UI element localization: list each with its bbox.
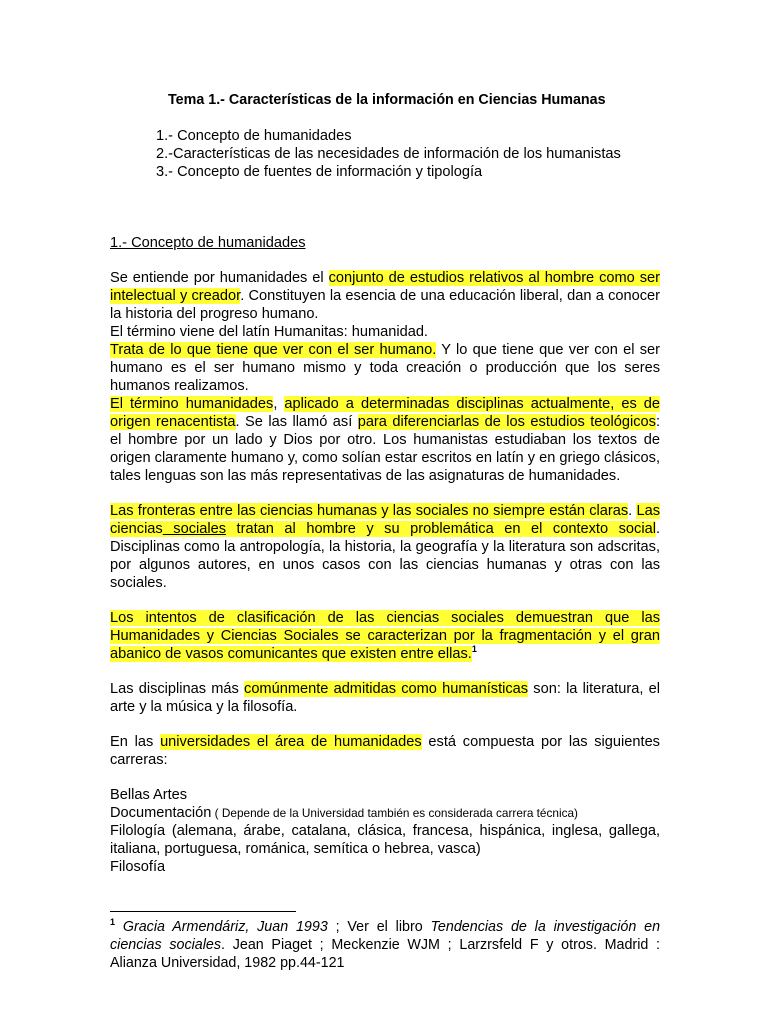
text-run: .	[628, 503, 637, 519]
paragraph-etymology: El término viene del latín Humanitas: humanidad.	[110, 324, 428, 340]
footnote	[110, 918, 660, 972]
paragraph-universities	[110, 733, 660, 769]
highlighted-text: Los intentos de clasificación de las ciencias sociales demuestran que las Humanidades y Ciencias Sociales se caracterizan por la fragmentación y el gran abanico de vasos comunicantes que existen entre ellas.	[110, 610, 660, 662]
footnote-book-title: Tendencias de la investigación en ciencias sociales	[110, 919, 661, 953]
footnote-reference[interactable]: 1	[471, 644, 477, 655]
document-body	[110, 269, 660, 876]
text-run: . Constituyen la esencia de una educación liberal, dan a conocer la historia del progreso humano.	[110, 288, 660, 322]
text-run: son: la literatura, el arte y la música y la filosofía.	[110, 681, 661, 715]
highlighted-text: conjunto de estudios relativos al hombre como ser intelectual y creador	[110, 270, 660, 304]
career-item: Filosofía	[110, 859, 166, 875]
text-run: Las disciplinas más	[110, 681, 245, 697]
text-run: Y lo que tiene que ver con el ser humano es el ser humano mismo y toda creación o producción que los seres humanos realizamos.	[110, 342, 660, 394]
text-run: está compuesta por las siguientes carreras:	[110, 734, 660, 768]
highlighted-text: Las fronteras entre las ciencias humanas y las sociales no siempre están claras	[110, 503, 629, 519]
career-item	[110, 804, 660, 822]
career-item: Bellas Artes	[110, 787, 188, 803]
paragraph-disciplines	[110, 680, 660, 716]
footnote-number: 1	[110, 917, 116, 928]
paragraph-origin	[110, 395, 660, 485]
text-run: ; Ver el libro	[327, 919, 431, 935]
text-run: : el hombre por un lado y Dios por otro. Los humanistas estudiaban los textos de origen claramente humano y, como solían estar escritos en latín y en griego clásicos, tales lenguas son las más representativas de las asignaturas de humanidades.	[110, 414, 660, 484]
toc-item: 2.-Características de las necesidades de información de los humanistas	[156, 146, 621, 162]
paragraph-human	[110, 341, 660, 395]
footnote-author: Gracia Armendáriz, Juan 1993	[115, 919, 328, 935]
text-run: En las	[110, 734, 161, 750]
text-run: Se entiende por humanidades el	[110, 270, 329, 286]
text-run: . Disciplinas como la antropología, la historia, la geografía y la literatura son adscritas, por algunos autores, en unos casos con las ciencias humanas y otras con las sociales.	[110, 521, 661, 591]
text-run: . Se las llamó así	[235, 414, 358, 430]
section-heading: 1.- Concepto de humanidades	[110, 235, 306, 251]
footnote-separator	[110, 911, 296, 912]
text-run: . Jean Piaget ; Meckenzie WJM ; Larzrsfeld F y otros. Madrid : Alianza Universidad, 1982 pp.44-121	[110, 937, 661, 971]
highlighted-text: tratan al hombre y su problemática en el contexto social	[226, 521, 656, 537]
document-title: Tema 1.- Características de la información en Ciencias Humanas	[168, 92, 606, 108]
highlighted-text: comúnmente admitidas como humanísticas	[244, 681, 529, 697]
careers-list	[110, 786, 660, 822]
highlighted-text: para diferenciarlas de los estudios teológicos	[357, 414, 656, 430]
highlighted-text: El término humanidades	[110, 396, 274, 412]
highlighted-text: Trata de lo que tiene que ver con el ser humano.	[110, 342, 437, 358]
paragraph-frontiers	[110, 502, 660, 592]
toc-item: 3.- Concepto de fuentes de información y tipología	[156, 164, 483, 180]
career-item: Filología (alemana, árabe, catalana, clásica, francesa, hispánica, inglesa, gallega, italiana, portuguesa, románica, semítica o hebrea, vasca)	[110, 823, 660, 857]
text-run: Documentación	[110, 805, 212, 821]
text-run: ,	[273, 396, 285, 412]
paragraph-classification	[110, 609, 660, 663]
highlighted-underlined-text: sociales	[162, 521, 227, 537]
highlighted-text: aplicado a determinadas disciplinas actualmente, es de origen renacentista	[110, 396, 661, 430]
career-note: ( Depende de la Universidad también es considerada carrera técnica)	[211, 806, 578, 820]
table-of-contents	[156, 127, 676, 181]
highlighted-text: universidades el área de humanidades	[160, 734, 422, 750]
careers-list-end	[110, 858, 660, 876]
paragraph-definition	[110, 269, 660, 323]
highlighted-text: Las ciencias	[110, 503, 661, 537]
toc-item: 1.- Concepto de humanidades	[156, 128, 352, 144]
